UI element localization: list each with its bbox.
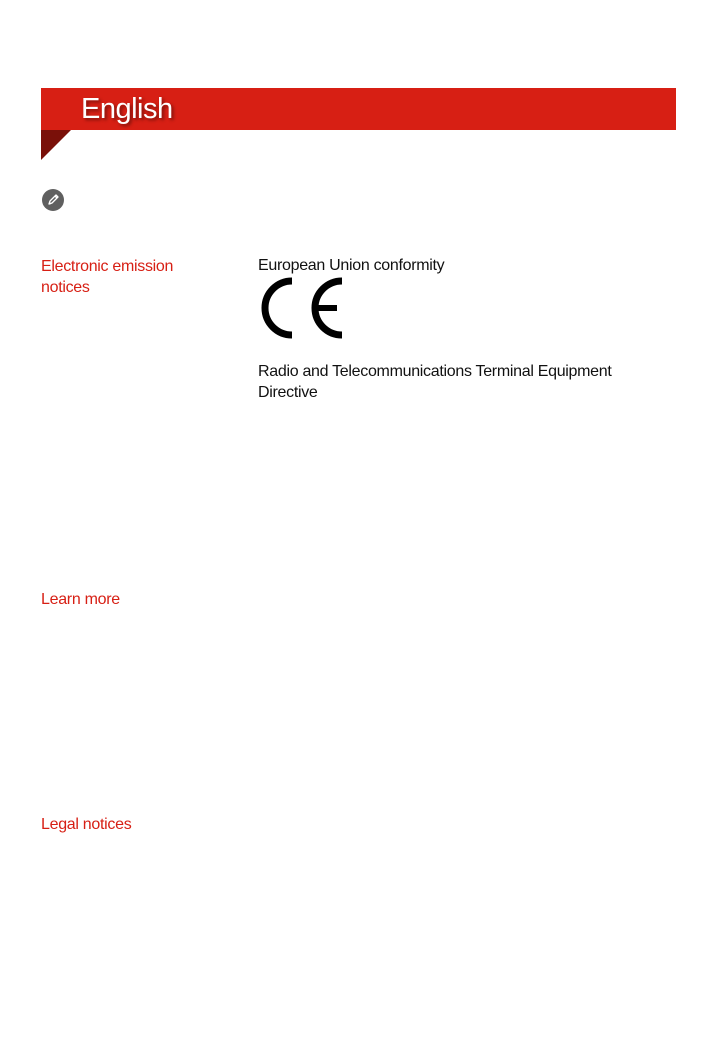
language-title: English — [81, 93, 173, 125]
banner-fold-corner — [41, 130, 71, 160]
rtte-directive-line1: Radio and Telecommunications Terminal Equipment — [258, 363, 612, 380]
learn-more-heading: Learn more — [41, 591, 120, 608]
electronic-emission-heading — [41, 256, 231, 298]
rtte-directive-line2: Directive — [258, 384, 318, 401]
electronic-emission-heading-line1: Electronic emission — [41, 258, 174, 275]
eu-conformity-heading: European Union conformity — [258, 257, 445, 274]
ce-mark-icon — [258, 276, 348, 340]
language-banner — [41, 88, 676, 130]
pencil-icon — [42, 189, 64, 211]
electronic-emission-heading-line2: notices — [41, 279, 90, 296]
rtte-directive-heading — [258, 361, 668, 403]
legal-notices-heading: Legal notices — [41, 816, 132, 833]
